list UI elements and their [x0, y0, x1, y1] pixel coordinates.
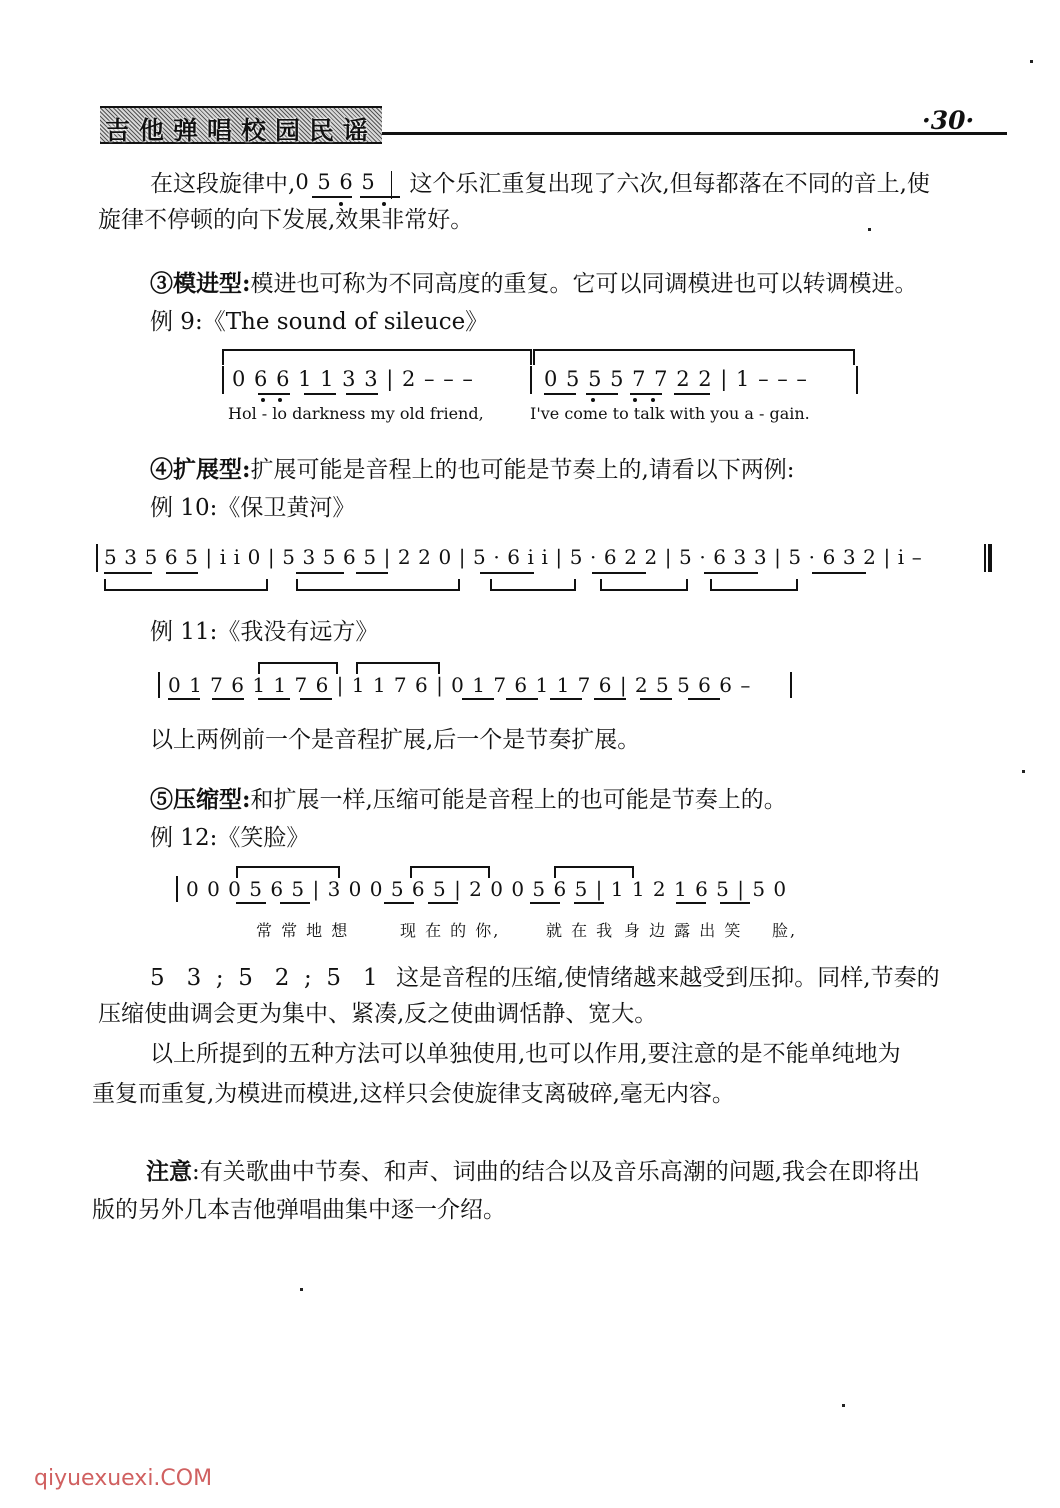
example10-notation: 5 3 5 6 5 | i i 0 | 5 3 5 6 5 | 2 2 0 | 5 · 6 i i | 5 · 6 2 2 | 5 · 6 3 3 | 5 · 6 3 2 | i –	[104, 545, 923, 569]
intro-phrase: 0 5 6 5	[295, 170, 376, 194]
octave-dot	[633, 398, 637, 402]
example11-title: 例 11:《我没有远方》	[150, 619, 379, 645]
example12-lyrics-2: 现 在 的 你,	[400, 921, 501, 940]
scan-speck	[1022, 770, 1025, 773]
beam	[280, 902, 310, 904]
beam	[356, 572, 388, 574]
example12-title: 例 12:《笑脸》	[150, 825, 310, 851]
scan-speck	[868, 228, 871, 231]
beam	[300, 698, 332, 700]
beam	[346, 393, 378, 395]
example9-lyrics-a: Hol - lo darkness my old friend,	[228, 404, 484, 423]
section5-heading: ⑤压缩型:	[150, 786, 251, 813]
phrase-bracket	[710, 579, 798, 591]
beam	[506, 698, 538, 700]
beam	[594, 698, 626, 700]
example12-notation: 0 0 0 5 6 5 | 3 0 0 5 6 5 | 2 0 0 5 6 5 | 1 1 2 1 6 5 | 5 0	[186, 877, 788, 901]
beam	[236, 902, 266, 904]
beam	[258, 698, 290, 700]
phrase-bracket	[600, 579, 688, 591]
example12-lyrics-3: 就 在 我	[546, 921, 615, 940]
header-band	[100, 106, 382, 144]
barline-start	[176, 876, 178, 902]
note-label: 注意	[146, 1158, 192, 1185]
beam	[674, 393, 710, 395]
book-title: 吉他弹唱校园民谣	[104, 116, 377, 145]
note-text-1: :有关歌曲中节奏、和声、词曲的结合以及音乐高潮的问题,我会在即将出	[192, 1159, 921, 1185]
phrase-bracket	[104, 579, 268, 591]
note-line-2: 版的另外几本吉他弹唱曲集中逐一介绍。	[92, 1197, 506, 1223]
phrase-bracket-b	[533, 349, 855, 365]
example11-notation: 0 1 7 6 1 1 7 6 | 1 1 7 6 | 0 1 7 6 1 1 7 6 | 2 5 5 6 6 –	[168, 673, 752, 697]
barline	[222, 366, 224, 394]
beam	[166, 572, 198, 574]
final-barline	[984, 544, 986, 572]
barline-end	[790, 672, 792, 698]
beam	[296, 572, 344, 574]
scan-speck	[842, 1404, 845, 1407]
phrase-bracket	[296, 579, 460, 591]
barline-end	[856, 366, 858, 394]
section4-summary: 以上两例前一个是音程扩展,后一个是节奏扩展。	[150, 727, 641, 753]
octave-dot	[651, 398, 655, 402]
example12-lyrics-1: 常 常 地 想	[256, 921, 350, 940]
conclusion-line-1: 以上所提到的五种方法可以单独使用,也可以作用,要注意的是不能单纯地为	[150, 1041, 901, 1067]
example12-lyrics-4: 身 边 露 出 笑	[624, 921, 743, 940]
barline-start	[158, 672, 160, 698]
final-barline-thick	[988, 544, 992, 572]
example9-title: 例 9:《The sound of sileuce》	[150, 309, 489, 335]
barline-start	[96, 544, 98, 572]
example9-lyrics-b: I've come to talk with you a - gain.	[530, 404, 810, 423]
beam	[574, 902, 604, 904]
intro-underline-b	[360, 196, 400, 198]
section4-heading: ④扩展型:	[150, 456, 251, 483]
beam	[104, 572, 152, 574]
beam	[812, 572, 866, 574]
scan-speck	[1030, 60, 1033, 63]
conclusion-line-2: 重复而重复,为模进而模进,这样只会使旋律支离破碎,毫无内容。	[92, 1081, 735, 1107]
intro-text-after: 这个乐汇重复出现了六次,但每都落在不同的音上,使	[409, 171, 930, 197]
beam	[258, 393, 290, 395]
octave-dot	[278, 398, 282, 402]
section5-line-2: 压缩使曲调会更为集中、紧凑,反之使曲调恬静、宽大。	[98, 1001, 658, 1027]
section3-line	[150, 266, 918, 302]
barline	[530, 366, 532, 394]
example9-notation-a: 0 6 6 1 1 3 3 | 2 – – –	[232, 367, 474, 391]
section5-text-after-intervals: 这是音程的压缩,使情绪越来越受到压抑。同样,节奏的	[396, 965, 940, 991]
beam	[480, 572, 534, 574]
phrase-bracket-a	[222, 349, 532, 365]
intro-text-before: 在这段旋律中,	[150, 171, 296, 197]
section3-heading: ③模进型:	[150, 270, 251, 297]
example10-title: 例 10:《保卫黄河》	[150, 495, 356, 521]
beam	[720, 902, 750, 904]
section4-text: 扩展可能是音程上的也可能是节奏上的,请看以下两例:	[250, 457, 795, 483]
beam	[544, 393, 576, 395]
beam	[592, 572, 646, 574]
watermark: qiyuexuexi.COM	[34, 1466, 213, 1491]
section5-line	[150, 782, 787, 818]
intro-line-2: 旋律不停顿的向下发展,效果非常好。	[98, 207, 474, 233]
beam	[384, 902, 414, 904]
note-line-1	[146, 1154, 920, 1190]
beam	[586, 393, 618, 395]
intro-underline-a	[312, 196, 352, 198]
intro-line-1	[150, 166, 930, 202]
interval-compression: 5 3 ; 5 2 ; 5 1	[150, 965, 378, 991]
beam	[640, 698, 672, 700]
beam	[530, 902, 560, 904]
section4-line	[150, 452, 795, 488]
example9-notation-b: 0 5 5 5 7 7 2 2 | 1 – – –	[544, 367, 808, 391]
section5-text: 和扩展一样,压缩可能是音程上的也可能是节奏上的。	[250, 787, 787, 813]
scan-speck	[300, 1288, 303, 1291]
beam	[212, 698, 244, 700]
beam	[304, 393, 336, 395]
beam	[550, 698, 582, 700]
section3-text: 模进也可称为不同高度的重复。它可以同调模进也可以转调模进。	[250, 271, 918, 297]
example12-lyrics-5: 脸,	[772, 921, 798, 940]
beam	[630, 393, 662, 395]
beam	[462, 698, 494, 700]
phrase-bracket	[490, 579, 576, 591]
octave-dot	[261, 398, 265, 402]
page-number: ·30·	[922, 106, 975, 135]
octave-dot	[591, 398, 595, 402]
section5-interval-line	[150, 960, 940, 996]
beam	[676, 902, 706, 904]
beam	[688, 698, 720, 700]
beam	[428, 902, 458, 904]
beam	[168, 698, 200, 700]
beam	[704, 572, 758, 574]
header-rule	[382, 132, 1007, 135]
